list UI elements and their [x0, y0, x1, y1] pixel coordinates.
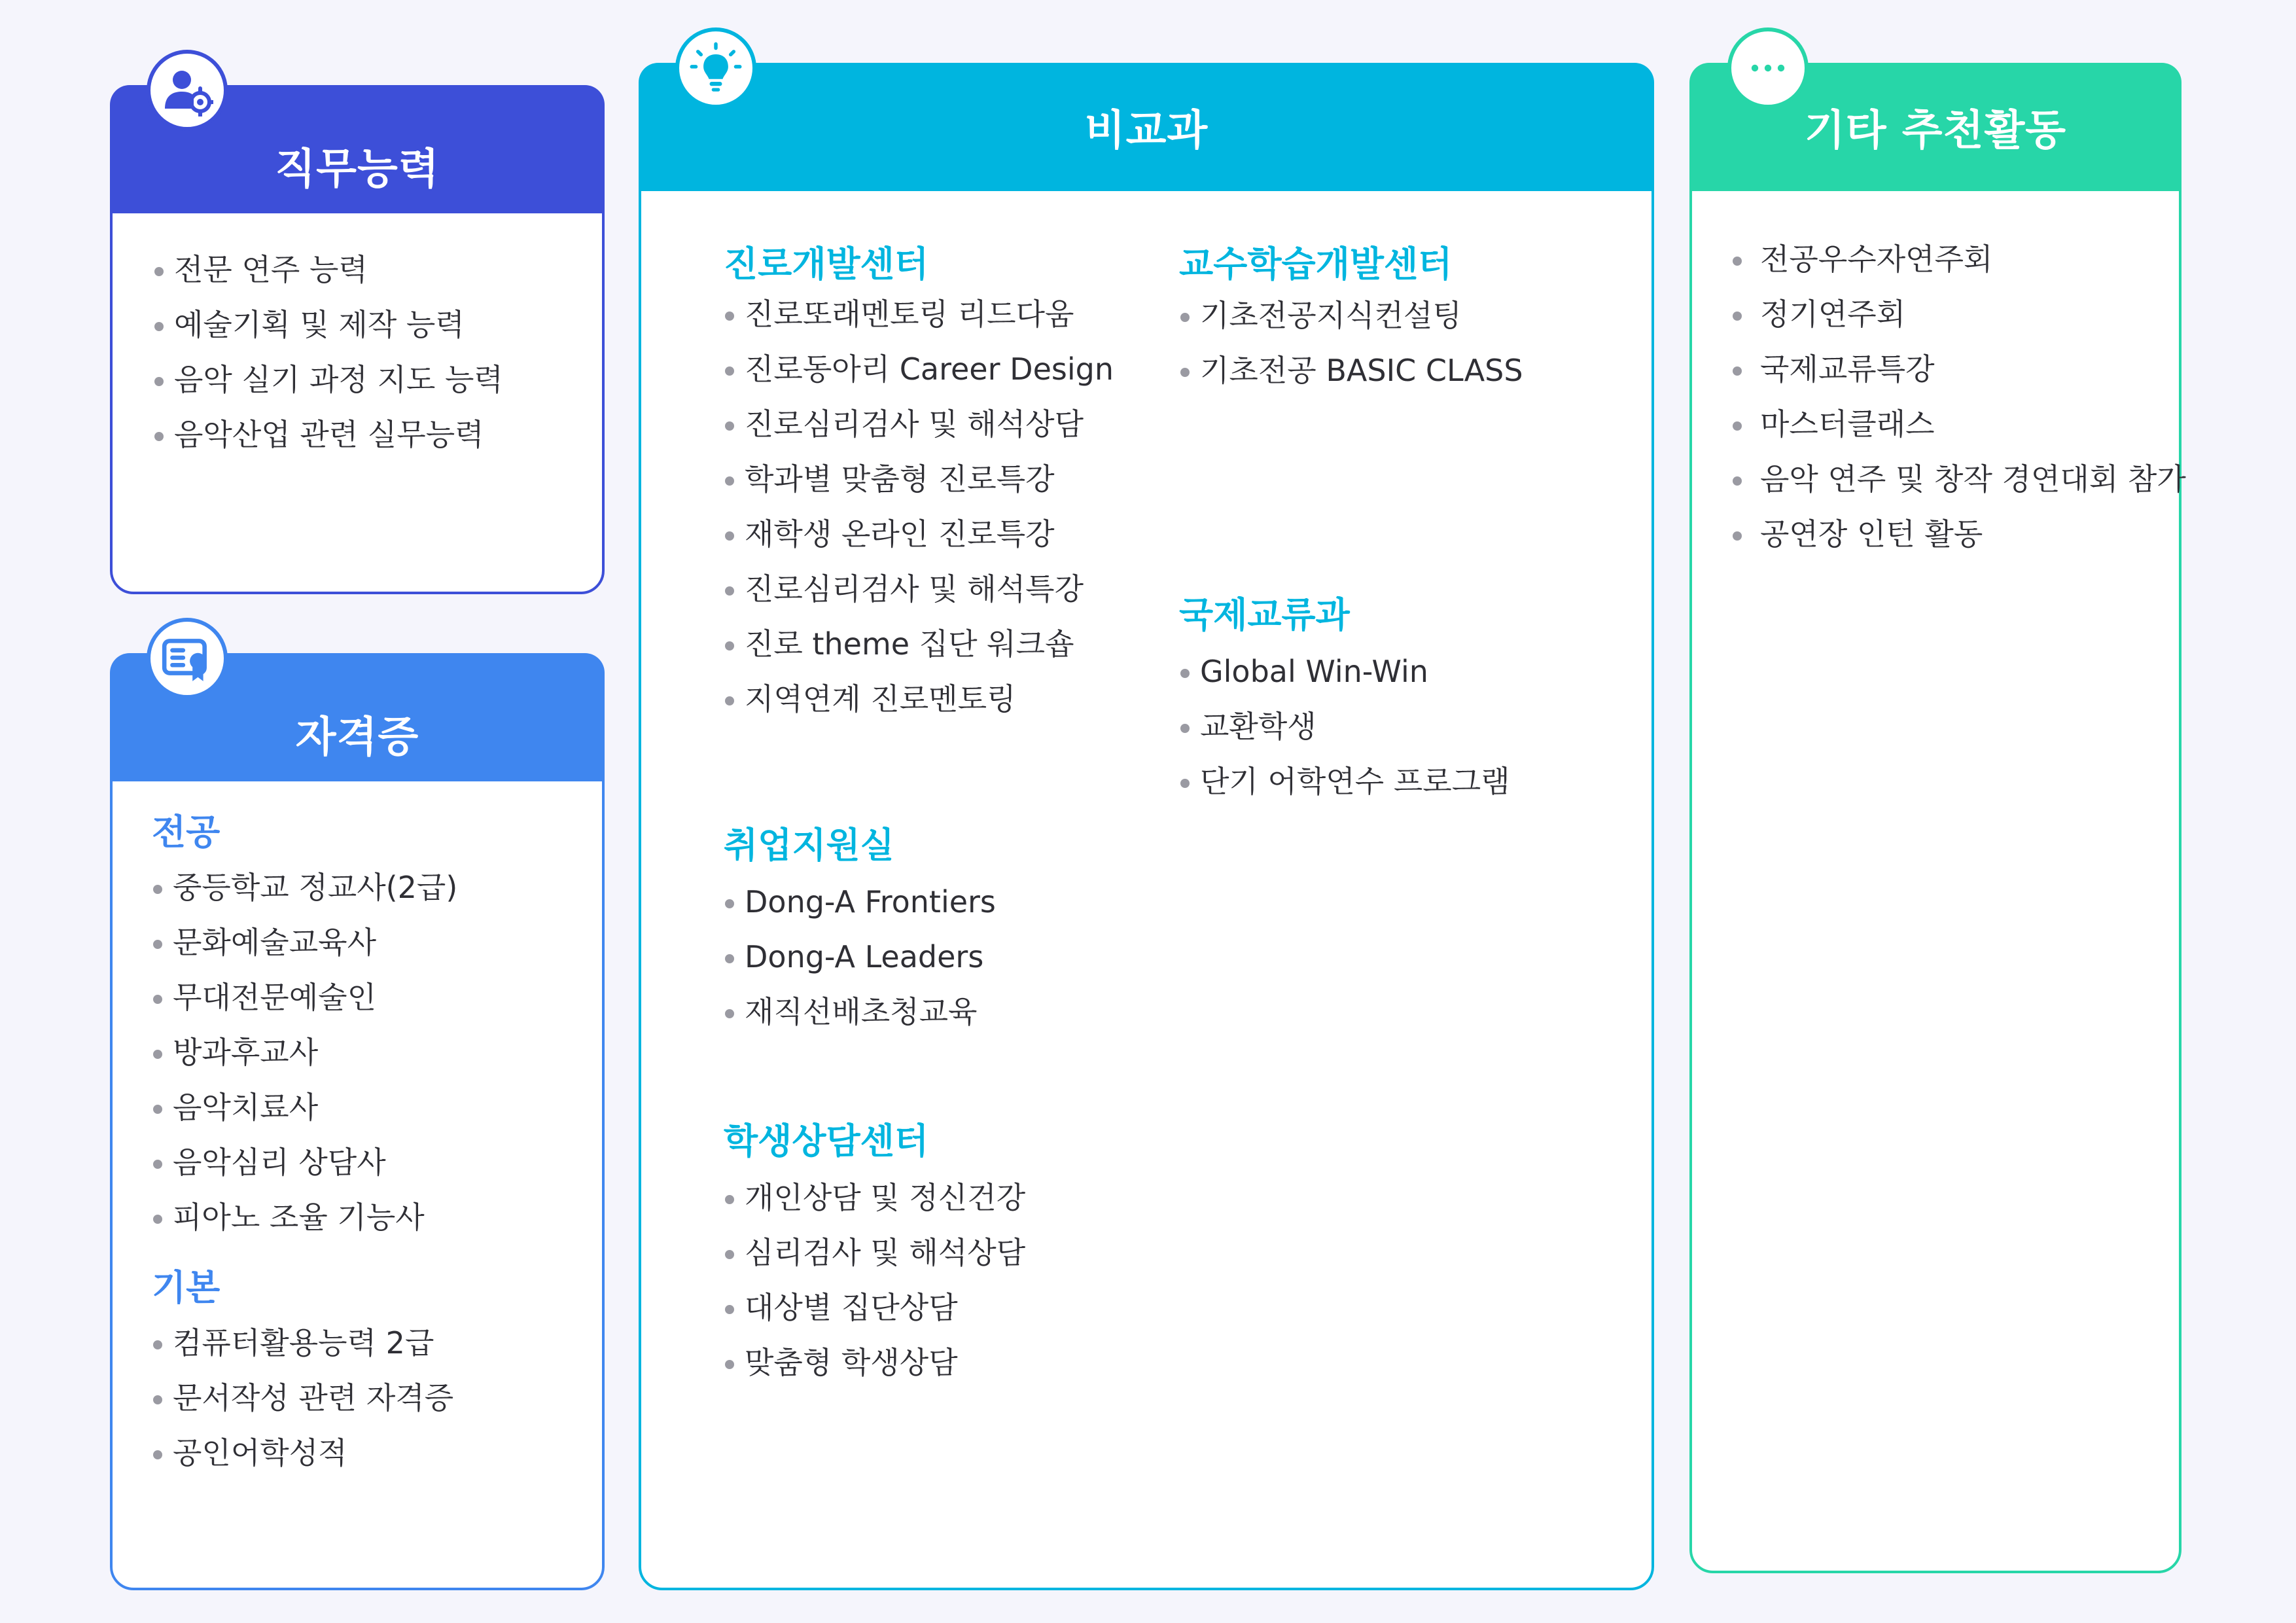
list-item: 학과별 맞춤형 진로특강	[724, 452, 1114, 507]
list-item: 중등학교 정교사(2급)	[152, 860, 602, 915]
career-center-section	[724, 238, 1114, 726]
list-item: 음악산업 관련 실무능력	[153, 407, 602, 462]
counseling-section	[724, 1115, 1025, 1390]
employment-section	[724, 819, 996, 1039]
list-item: 공인어학성적	[152, 1425, 602, 1480]
teaching-center-list	[1179, 288, 1523, 398]
teaching-center-section	[1179, 238, 1523, 398]
international-list	[1179, 644, 1510, 809]
list-item: 방과후교사	[152, 1025, 602, 1080]
list-item: 지역연계 진로멘토링	[724, 671, 1114, 726]
list-item: 기초전공 BASIC CLASS	[1179, 343, 1523, 398]
list-item: 국제교류특강	[1731, 342, 2179, 397]
list-item: 진로또래멘토링 리드다움	[724, 287, 1114, 342]
list-item: 공연장 인턴 활동	[1731, 507, 2179, 562]
lightbulb-icon	[688, 41, 743, 96]
list-item: 정기연주회	[1731, 287, 2179, 342]
job-skills-card	[110, 85, 605, 594]
nonsubject-header	[639, 63, 1654, 191]
more-dots-icon	[1742, 55, 1794, 81]
list-item: Dong-A Frontiers	[724, 874, 996, 929]
other-activities-badge	[1727, 27, 1809, 109]
list-item: 진로동아리 Career Design	[724, 342, 1114, 397]
career-center-list	[724, 287, 1114, 726]
list-item: 컴퓨터활용능력 2급	[152, 1315, 602, 1370]
list-item: 개인상담 및 정신건강	[724, 1170, 1025, 1225]
list-item: 재학생 온라인 진로특강	[724, 507, 1114, 562]
teaching-center-heading: 교수학습개발센터	[1179, 243, 1453, 285]
cert-major-list	[152, 860, 602, 1245]
employment-list	[724, 874, 996, 1039]
job-skills-title: 직무능력	[275, 145, 440, 194]
list-item: 음악치료사	[152, 1080, 602, 1135]
counseling-heading: 학생상담센터	[724, 1120, 928, 1162]
list-item: 무대전문예술인	[152, 970, 602, 1025]
list-item: 진로심리검사 및 해석상담	[724, 397, 1114, 452]
nonsubject-badge	[675, 27, 756, 109]
list-item: 예술기획 및 제작 능력	[153, 297, 602, 352]
list-item: 대상별 집단상담	[724, 1280, 1025, 1335]
list-item: 재직선배초청교육	[724, 984, 996, 1039]
cert-basic-heading: 기본	[152, 1267, 221, 1308]
other-activities-card	[1689, 63, 2186, 1573]
list-item: 문화예술교육사	[152, 915, 602, 970]
list-item: 맞춤형 학생상담	[724, 1335, 1025, 1390]
list-item: Global Win-Win	[1179, 644, 1510, 699]
nonsubject-title: 비교과	[1084, 107, 1209, 155]
list-item: 진로 theme 집단 워크숍	[724, 616, 1114, 671]
career-center-heading: 진로개발센터	[724, 243, 928, 285]
list-item: 전문 연주 능력	[153, 242, 602, 297]
list-item: 음악 연주 및 창작 경연대회 참가	[1731, 452, 2179, 507]
list-item: 교환학생	[1179, 699, 1510, 754]
certificate-card	[110, 653, 605, 1590]
certificate-icon	[160, 632, 214, 685]
certificate-title: 자격증	[295, 713, 419, 762]
other-activities-title: 기타 추천활동	[1804, 107, 2067, 155]
list-item: 전공우수자연주회	[1731, 232, 2179, 287]
nonsubject-card	[639, 63, 1654, 1590]
international-section	[1179, 589, 1510, 809]
cert-major-heading: 전공	[152, 812, 221, 853]
user-gear-icon	[161, 64, 213, 116]
certificate-badge	[147, 618, 228, 699]
employment-heading: 취업지원실	[724, 825, 894, 866]
list-item: 음악 실기 과정 지도 능력	[153, 352, 602, 407]
list-item: 심리검사 및 해석상담	[724, 1225, 1025, 1280]
cert-basic-list	[152, 1315, 602, 1480]
list-item: 음악심리 상담사	[152, 1135, 602, 1190]
list-item: 진로심리검사 및 해석특강	[724, 562, 1114, 616]
list-item: 단기 어학연수 프로그램	[1179, 754, 1510, 809]
list-item: Dong-A Leaders	[724, 929, 996, 984]
job-skills-badge	[147, 50, 228, 131]
international-heading: 국제교류과	[1179, 594, 1350, 635]
list-item: 기초전공지식컨설팅	[1179, 288, 1523, 343]
counseling-list	[724, 1170, 1025, 1390]
job-skills-list	[153, 242, 602, 462]
list-item: 피아노 조율 기능사	[152, 1190, 602, 1245]
list-item: 마스터클래스	[1731, 397, 2179, 452]
list-item: 문서작성 관련 자격증	[152, 1370, 602, 1425]
other-activities-list	[1731, 232, 2186, 562]
